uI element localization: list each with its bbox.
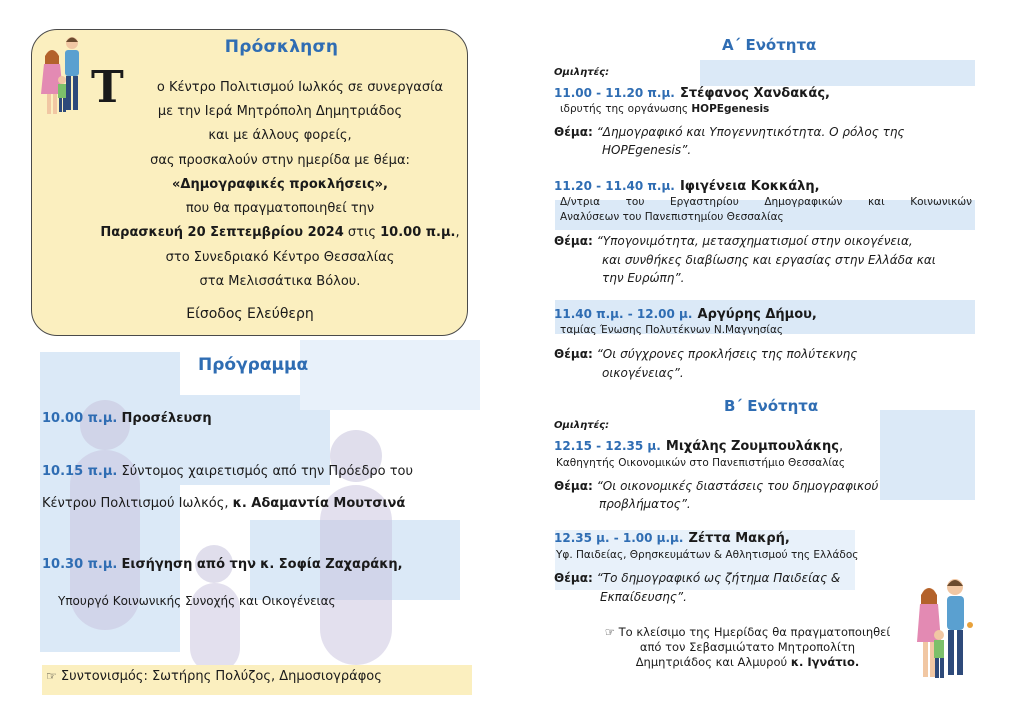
program-text: Κέντρου Πολιτισμού Ιωλκός,: [42, 496, 229, 511]
theme-text: “Υπογονιμότητα, μετασχηματισμοί στην οικογένεια,: [596, 234, 913, 248]
talk-header: [554, 527, 790, 546]
theme-text: προβλήματος”.: [599, 497, 691, 511]
talk-header: [554, 82, 830, 101]
talk-time: 11.20 - 11.40 π.μ.: [554, 179, 675, 193]
theme-text: “Οι σύγχρονες προκλήσεις της πολύτεκνης: [596, 347, 858, 361]
speaker-role: Αναλύσεων του Πανεπιστημίου Θεσσαλίας: [560, 211, 784, 223]
speaker-name: κ. Αδαμαντία Μουτσινά: [232, 496, 406, 511]
speaker-name: Αργύρης Δήμου,: [697, 307, 817, 322]
talk-header: [554, 435, 843, 454]
section-b-title: Β΄ Ενότητα: [724, 397, 819, 415]
speaker-role: [560, 103, 769, 115]
program-text: Σύντομος χαιρετισμός από την Πρόεδρο του: [121, 464, 414, 479]
talk-time: 11.00 - 11.20 π.μ.: [554, 86, 675, 100]
pointing-hand-icon: ☞: [604, 625, 615, 639]
theme-text: “Το δημογραφικό ως ζήτημα Παιδείας &: [596, 571, 841, 585]
invitation-line: σας προσκαλούν στην ημερίδα με θέμα:: [150, 153, 410, 168]
dropcap-letter: Τ: [91, 62, 124, 113]
flag-stripe: [300, 340, 480, 410]
program-item: [42, 557, 403, 572]
family-illustration-icon: [915, 575, 977, 687]
closing-text: Δημητριάδος και Αλμυρού: [635, 655, 788, 669]
talk-header: [554, 175, 820, 194]
invitation-line: που θα πραγματοποιηθεί την: [185, 201, 375, 216]
invitation-line: ο Κέντρο Πολιτισμού Ιωλκός σε συνεργασία: [156, 80, 444, 95]
theme-text: και συνθήκες διαβίωσης και εργασίας στην Ελλάδα και: [602, 253, 936, 267]
talk-theme: [554, 125, 904, 139]
invitation-line: με την Ιερά Μητρόπολη Δημητριάδος: [157, 104, 403, 119]
theme-text: την Ευρώπη”.: [602, 271, 685, 285]
closing-text: Το κλείσιμο της Ημερίδας θα πραγματοποιηθεί: [618, 625, 891, 639]
closing-note: [585, 625, 910, 670]
program-time: 10.00 π.μ.: [42, 411, 118, 426]
speaker-role: Δ/ντρια του Εργαστηρίου Δημογραφικών και Κοινωνικών: [560, 196, 972, 208]
program-item-cont: [42, 496, 405, 511]
theme-label: Θέμα:: [554, 479, 593, 493]
event-time: 10.00 π.μ.: [380, 225, 456, 240]
program-item-cont: Υπουργό Κοινωνικής Συνοχής και Οικογένειας: [58, 594, 336, 608]
invitation-title: Πρόσκληση: [224, 37, 339, 57]
theme-label: Θέμα:: [554, 347, 593, 361]
event-topic: «Δημογραφικές προκλήσεις»,: [172, 177, 388, 192]
talk-time: 12.35 μ. - 1.00 μ.μ.: [554, 531, 684, 545]
punctuation: ,: [839, 439, 844, 454]
speaker-role-text: ιδρυτής της οργάνωσης: [560, 103, 689, 115]
program-time: 10.15 π.μ.: [42, 464, 118, 479]
speaker-role: ταμίας Ένωσης Πολυτέκνων Ν.Μαγνησίας: [560, 324, 784, 336]
closing-line: [585, 655, 910, 670]
invitation-line-text: ,: [455, 225, 460, 240]
coordination-text: Συντονισμός: Σωτήρης Πολύζος, Δημοσιογράφος: [60, 669, 382, 684]
program-text: Εισήγηση από την: [121, 557, 256, 572]
talk-theme: [554, 571, 840, 585]
section-a-title: Α΄ Ενότητα: [722, 36, 817, 54]
theme-label: Θέμα:: [554, 234, 593, 248]
talk-time: 11.40 π.μ. - 12.00 μ.: [554, 307, 693, 321]
theme-text: οικογένειας”.: [602, 366, 684, 380]
speaker-role: Υφ. Παιδείας, Θρησκευμάτων & Αθλητισμού της Ελλάδος: [556, 549, 859, 561]
program-item: [42, 464, 413, 479]
program-title: Πρόγραμμα: [198, 355, 309, 375]
event-date-line: [62, 225, 498, 241]
theme-text: “Οι οικονομικές διαστάσεις του δημογραφικού: [596, 479, 879, 493]
theme-text: Εκπαίδευσης”.: [600, 590, 687, 604]
program-text: Προσέλευση: [121, 411, 212, 426]
speaker-name: κ. Σοφία Ζαχαράκη,: [260, 557, 403, 572]
silhouette-body: [320, 485, 392, 665]
venue-line: στα Μελισσάτικα Βόλου.: [199, 274, 361, 289]
talk-header: [554, 303, 817, 322]
talk-time: 12.15 - 12.35 μ.: [554, 439, 661, 453]
event-date: Παρασκευή 20 Σεπτεμβρίου 2024: [100, 225, 344, 240]
pointing-hand-icon: ☞: [46, 669, 57, 683]
theme-label: Θέμα:: [554, 125, 593, 139]
closing-line: από τον Σεβασμιώτατο Μητροπολίτη: [639, 640, 856, 654]
closing-line: [585, 625, 910, 640]
program-item: [42, 411, 212, 426]
organization-name: HOPEgenesis: [691, 103, 770, 115]
bishop-name: κ. Ιγνάτιο.: [790, 655, 860, 669]
speakers-label: Ομιλητές:: [554, 67, 610, 78]
speaker-name: Ιφιγένεια Κοκκάλη,: [679, 179, 820, 194]
talk-theme: [554, 234, 913, 248]
invitation-line-text: στις: [343, 225, 381, 240]
theme-text: HOPEgenesis”.: [602, 143, 692, 157]
talk-theme: [554, 479, 878, 493]
invitation-line: και με άλλους φορείς,: [208, 128, 352, 143]
theme-label: Θέμα:: [554, 571, 593, 585]
coordination-box: [42, 665, 472, 695]
speaker-name: Μιχάλης Ζουμπουλάκης: [665, 439, 840, 454]
program-time: 10.30 π.μ.: [42, 557, 118, 572]
speaker-name: Ζέττα Μακρή,: [688, 531, 790, 546]
speaker-name: Στέφανος Χανδακάς,: [679, 86, 830, 101]
venue-line: στο Συνεδριακό Κέντρο Θεσσαλίας: [165, 250, 395, 265]
talk-theme: [554, 347, 857, 361]
theme-text: “Δημογραφικό και Υπογεννητικότητα. Ο ρόλος της: [596, 125, 905, 139]
speaker-role: Καθηγητής Οικονομικών στο Πανεπιστήμιο Θεσσαλίας: [556, 457, 845, 469]
entry-free-label: Είσοδος Ελεύθερη: [186, 306, 314, 322]
speakers-label: Ομιλητές:: [554, 420, 610, 431]
flag-stripe: [880, 410, 975, 500]
